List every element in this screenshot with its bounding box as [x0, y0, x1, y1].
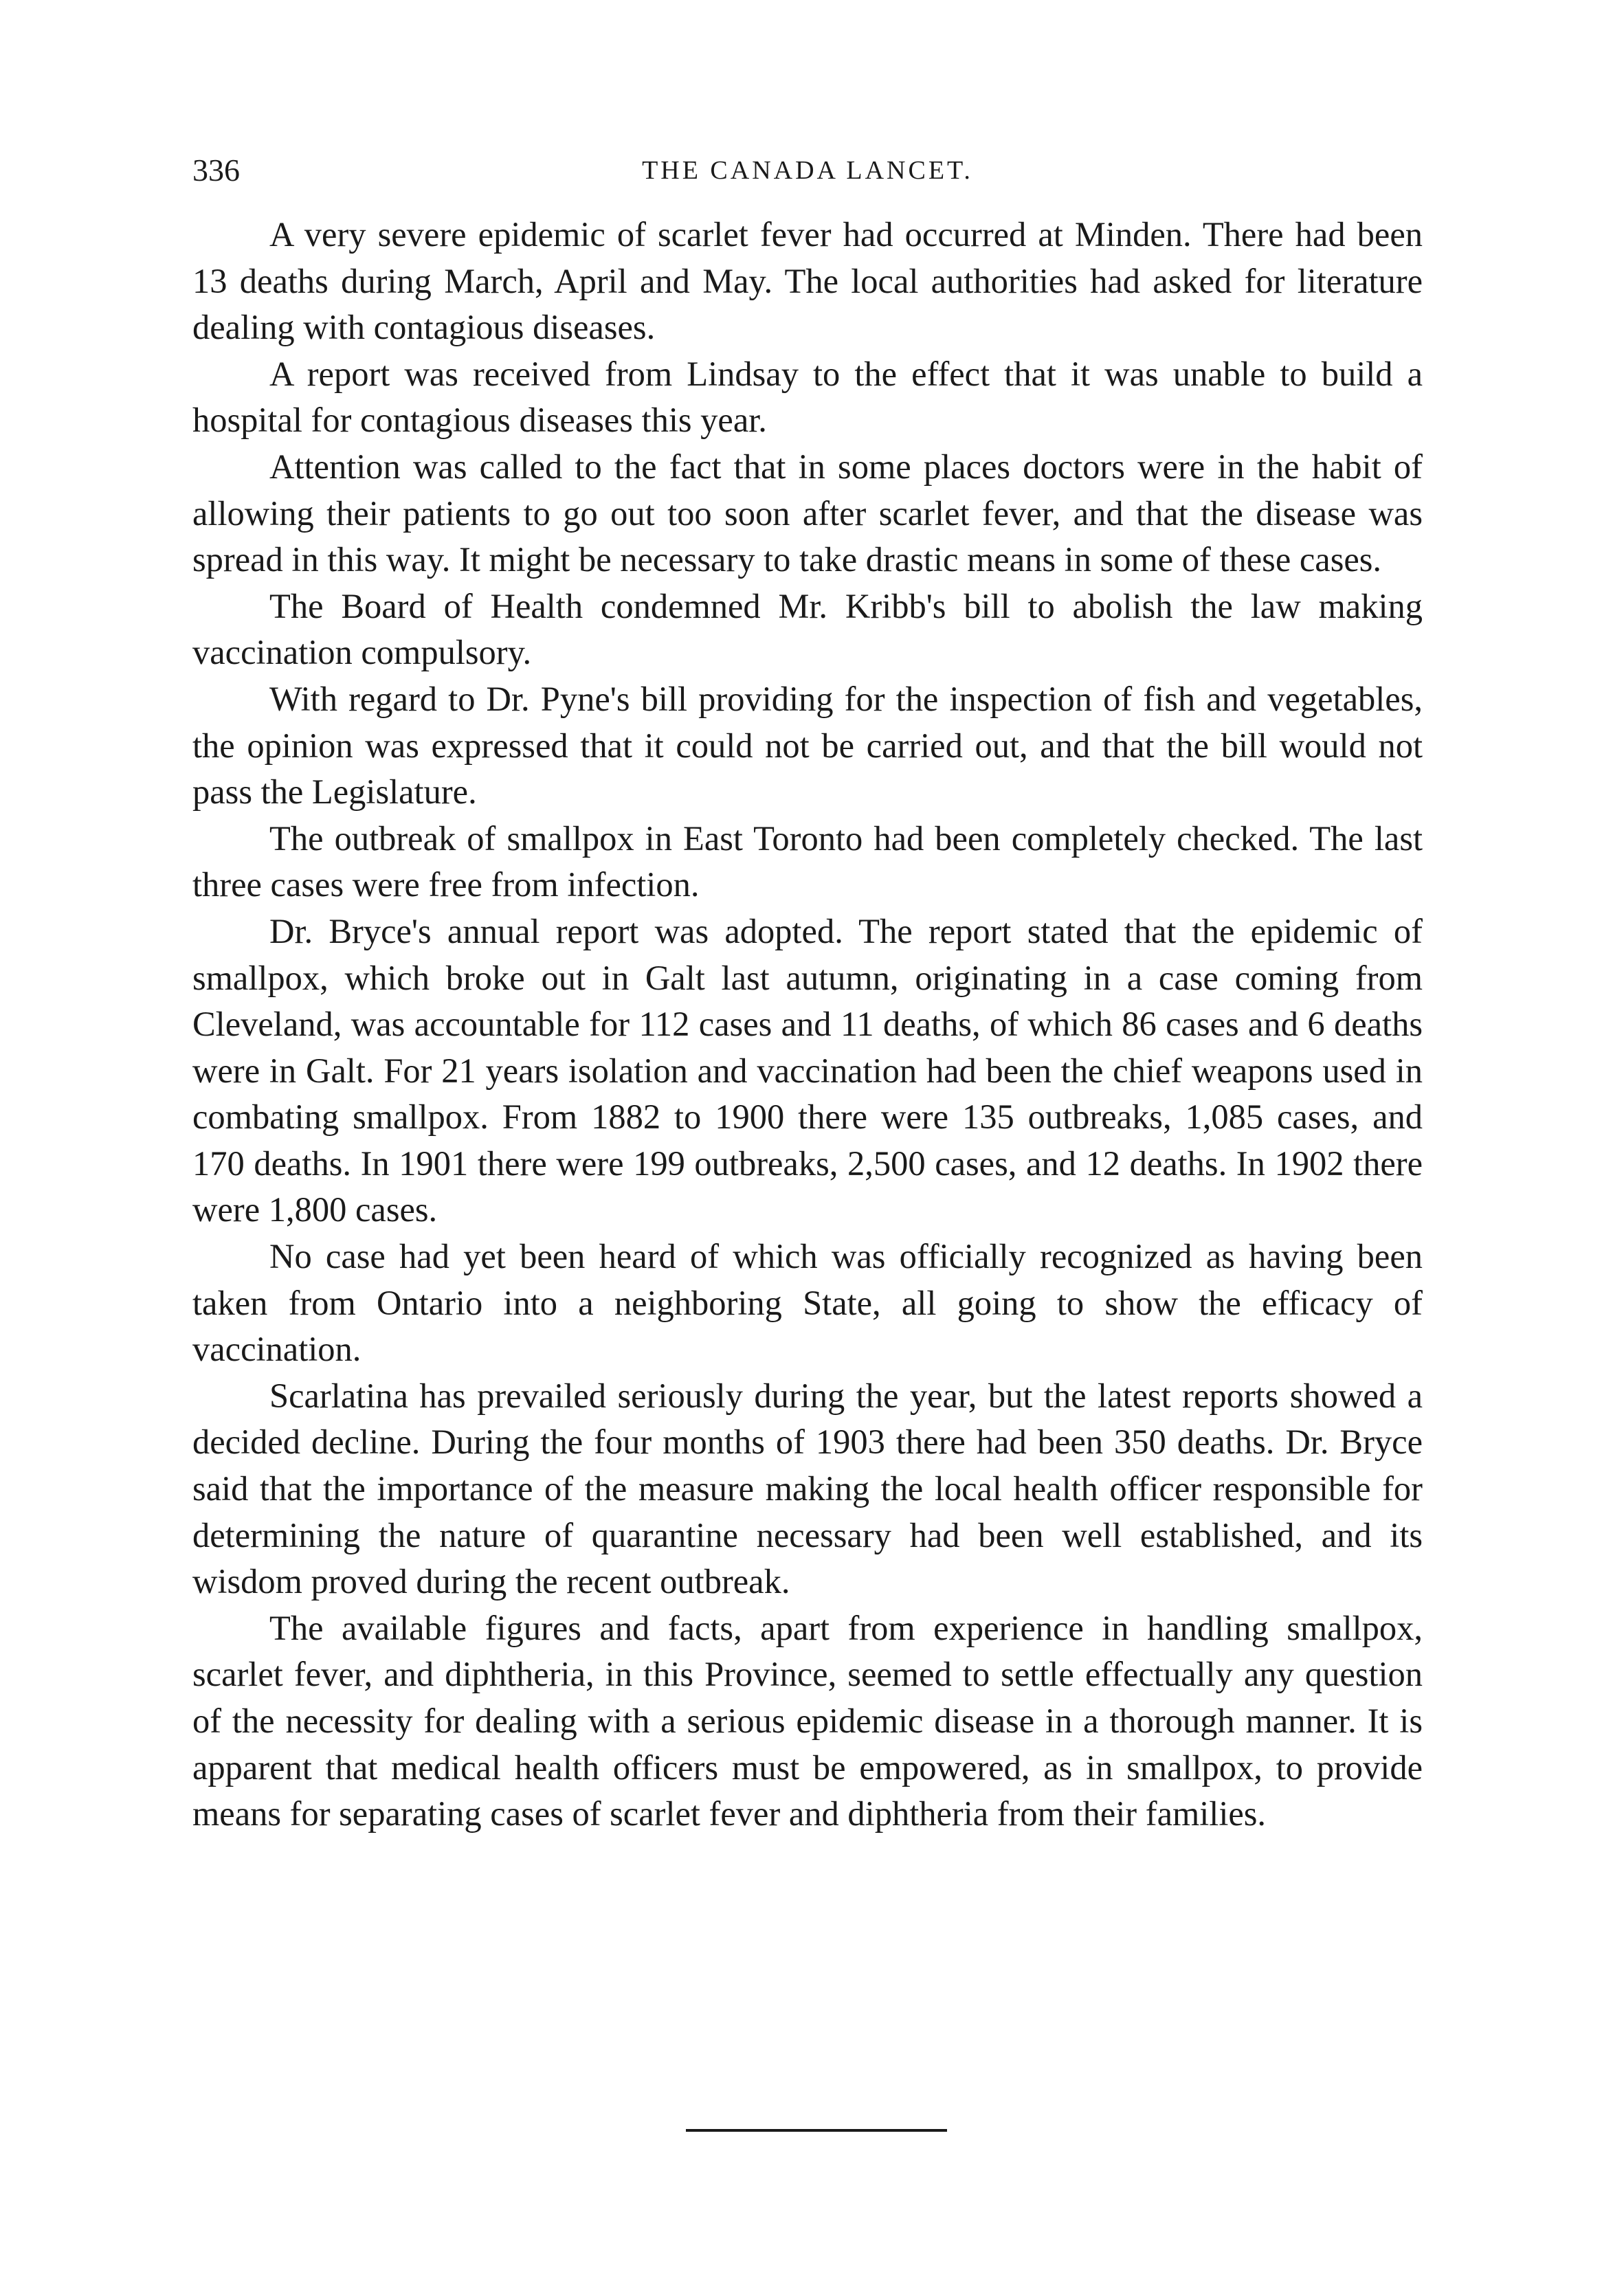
paragraph-scarlet-fever-patients: Attention was called to the fact that in some places doctors were in the habit of allowing their patients to go out too soon after scarlet fever, and that the disease was spread in this way. It might be necessary to take drastic means in some of these cases.	[192, 447, 1423, 579]
body-text	[192, 212, 1423, 1838]
paragraph-vaccination-efficacy: No case had yet been heard of which was officially recognized as having been taken from Ontario into a neighboring State, all going to show the efficacy of vaccination.	[192, 1237, 1423, 1369]
paragraph-conclusion: The available figures and facts, apart from experience in handling smallpox, scarlet fever, and diphtheria, in this Province, seemed to settle effectually any question of the necessity for dealing with a serious epidemic disease in a thorough manner. It is apparent that medical health officers must be empowered, as in smallpox, to provide means for separating cases of scarlet fever and diphtheria from their families.	[192, 1608, 1423, 1834]
paragraph-east-toronto-outbreak: The outbreak of smallpox in East Toronto had been completely checked. The last three cases were free from infection.	[192, 818, 1423, 904]
paragraph-inspection-bill: With regard to Dr. Pyne's bill providing for the inspection of fish and vegetables, the opinion was expressed that it could not be carried out, and that the bill would not pass the Legislature.	[192, 679, 1423, 812]
section-end-rule	[686, 2129, 947, 2132]
paragraph-scarlatina: Scarlatina has prevailed seriously during the year, but the latest reports showed a decided decline. During the four months of 1903 there had been 350 deaths. Dr. Bryce said that the importance of the measure making the local health officer responsible for determining the nature of quarantine necessary had been well established, and its wisdom proved during the recent outbreak.	[192, 1376, 1423, 1601]
paragraph-minden-epidemic: A very severe epidemic of scarlet fever had occurred at Minden. There had been 13 deaths during March, April and May. The local authorities had asked for literature dealing with contagious diseases.	[192, 215, 1423, 347]
page-number: 336	[192, 153, 240, 188]
paragraph-annual-report: Dr. Bryce's annual report was adopted. The report stated that the epidemic of smallpox, which broke out in Galt last autumn, originating in a case coming from Cleveland, was accountable for 112 cases and 11 deaths, of which 86 cases and 6 deaths were in Galt. For 21 years isolation and vaccination had been the chief weapons used in combating smallpox. From 1882 to 1900 there were 135 outbreaks, 1,085 cases, and 170 deaths. In 1901 there were 199 outbreaks, 2,500 cases, and 12 deaths. In 1902 there were 1,800 cases.	[192, 911, 1423, 1229]
running-head	[192, 150, 1423, 191]
journal-title: THE CANADA LANCET.	[642, 156, 973, 185]
paragraph-vaccination-bill: The Board of Health condemned Mr. Kribb's bill to abolish the law making vaccination compulsory.	[192, 586, 1423, 672]
paragraph-lindsay-report: A report was received from Lindsay to the effect that it was unable to build a hospital for contagious diseases this year.	[192, 354, 1423, 440]
